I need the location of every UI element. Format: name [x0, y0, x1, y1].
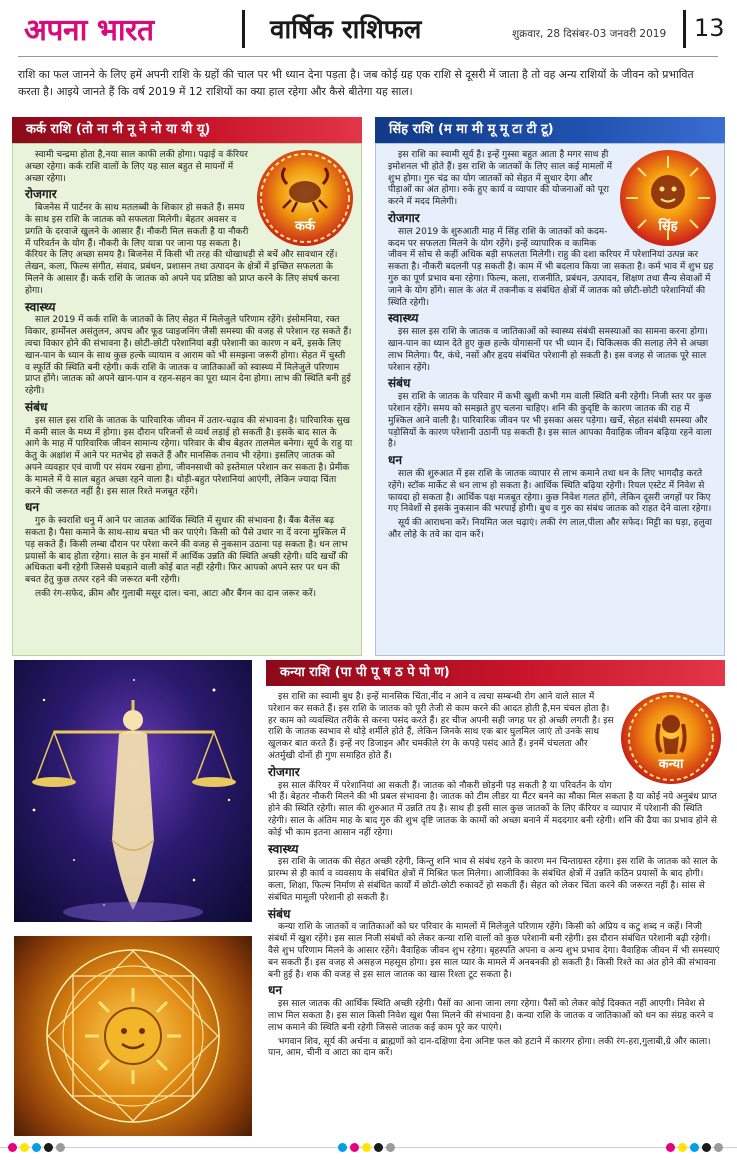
- virgo-career-title: रोजगार: [268, 764, 300, 779]
- intro-paragraph: राशि का फल जानने के लिए हमें अपनी राशि के ग्रहों की चाल पर भी ध्यान देना पड़ता है। जब कोई ग्रह एक राशि से दूसरी में जाता है तो वह अन्य राशियों के जीवन को प्रभावित करता है। आइये जानते हैं कि वर्ष 2019 में 12 राशियों का क्या हाल रहेगा और कैसे बीतेगा यह साल।: [18, 68, 694, 98]
- cancer-section: [12, 117, 362, 656]
- cancer-heading: कर्क राशि (तो ना नी नू ने नो या यी यू): [12, 117, 362, 143]
- leo-sign-label: सिंह: [658, 219, 678, 234]
- cancer-health-text: साल 2019 में कर्क राशि के जातकों के लिए सेहत में मिलेजुले परिणाम रहेंगे। इंसोमनिया, रक्त विकार, हार्मोनल असंतुलन, अपच और फूड प्वाइजनिंग जैसी समस्या की वजह से परेशान रह सकते हैं। त्वचा विकार होने की संभावना है। छोटी-छोटी परेशानियां बड़ी परेशानी का कारण न बनें, इसके लिए खान-पान के ध्यान के साथ कुछ हल्के व्यायाम व आराम को भी समझना जरूरी होगा। सेहत में चुस्ती व स्फूर्ति की स्थिति बनी रहेगी। कर्क राशि के जातक व जातिकाओं को स्वास्थ्य में मिलेजुले परिणाम प्राप्त होंगे। जातक को अपने खान-पान व रहन-सहन का पूरा ध्यान देना होगा। लाभ की स्थिति बनी हुई रहेगी।: [25, 315, 352, 397]
- cancer-money-text: गुरु के स्वराशि धनु में आने पर जातक आर्थिक स्थिति में सुधार की संभावना है। बैंक बैलेंस बढ़ सकता है। पैसा कमाने के साथ-साथ बचत भी कर पाएंगे। किसी को पैसे उधार ना दें वरना मुश्किल में पड़ सकते हैं। किसी लम्बा दौरान पर परेशा करने की वजह से नुकसान उठाना पड़ सकता है। धन लाभ प्रयासों के बाद होता रहेगा। साल के इन मासों में आर्थिक उन्नति की स्थिति अच्छी रहेगी। यदि खर्चों की अधिकता बनी रहेगी जिससे घबड़ाने वाली कोई बात नहीं रहेगी। फिर आपको अपने स्तर पर धन की बचत हेतु कुछ तत्पर रहने की जरूरत बनी रहेगी।: [25, 516, 348, 586]
- cancer-relation-text: इस साल इस राशि के जातक के पारिवारिक जीवन में उतार-चढ़ाव की संभावना है। पारिवारिक सुख में कमी साल के मध्य में होगा। इस दौरान परिजनों से व्यर्थ लड़ाई हो सकती है। इसके बाद साल के आगे के माह में पारिवारिक जीवन सामान्य रहेगा। परिवार के बीच बेहतर तालमेल बनेगा। सूर्य के राहु या केतु के अक्षांश में आने पर मतभेद हो सकते हैं और मानसिक तनाव भी रहेगा। इसलिए जातक को अपने व्यवहार एवं वाणी पर संयम रखना होगा, जीवनसाथी को इस्तेमाल परेशान कर सकता है। प्रेमीक के मामले में ये साल बहुत अच्छा रहने वाला है। थोड़ी-बहुत परेशानियां आएंगी, लेकिन ज्यादा चिंता करने की जरूरत नहीं है। इस साल रिश्ते मजबूत रहेंगे।: [25, 415, 353, 497]
- virgo-intro-text: इस राशि का स्वामी बुध है। इन्हें मानसिक चिंता,नींद न आने व त्वचा सम्बन्धी रोग आने वाले साल में परेशान कर सकते हैं। इस राशि के जातक को पूरी तेजी से काम करने की आदत होती है,मन चंचल होता है। हर काम को व्यवस्थित तरीके से करना पसंद करते हैं। हर चीज अपनी सही जगह पर हो अच्छी लगती है। इस राशि के जातक स्वभाव से थोड़े शर्मीले होते हैं, लेकिन जिनके साथ एक बार घुलमिल जाएं तो उनके साथ खुलकर बात करते हैं। इन्हें नए डिजाइन और चमकीले रंग के कपड़े पसंद आते हैं। इनमें चंचलता और अंतर्मुखी दोनों ही गुण समाहित होते हैं।: [268, 692, 614, 761]
- cancer-relation-title: संबंध: [25, 399, 48, 414]
- cancer-lucky-text: लकी रंग-सफेद, क्रीम और गुलाबी मसूर दाल। चना, आटा और बैंगन का दान जरूर करें।: [35, 588, 317, 599]
- virgo-lucky-text: भगवान शिव, सूर्य की अर्चना व ब्राह्मणों को दान-दक्षिणा देना अनिष्ट फल को हटाने में कारगर होगा। लकी रंग-हरा,गुलाबी,ग्रे और काला। पान, आम, चीनी व आटा का दान करें।: [268, 1036, 711, 1059]
- issue-date: शुक्रवार, 28 दिसंबर-03 जनवरी 2019: [512, 28, 667, 40]
- page-number: 13: [694, 14, 725, 42]
- leo-money-title: धन: [388, 453, 403, 468]
- cancer-sign-label: कर्क: [295, 219, 315, 234]
- virgo-career-text: इस साल कॅरियर में परेशानियां आ सकती हैं। जातक को नौकरी छोड़नी पड़ सकती है या परिवर्तन के योग भी हैं। बेहतर नौकरी मिलने की भी प्रबल संभावना है। जातक को टीम लीडर या मैंटर बनने का मौका मिल सकता है या कोई नये अनुबंध प्राप्त होने की स्थिति रहेगी। साल की शुरुआत में उन्नति तय है। साथ ही इसी साल कुछ जातकों के लिए कॅरियर व व्यापार में परेशानी की स्थिति रहेगी। साल के अंतिम माह के बाद गुरु की शुभ दृष्टि जातक के कामों को अच्छा बनाने में मददगार बनी रहेगी। शनि की ढैया का प्रभाव होने से कोई भी काम इतना आसान नहीं रहेगा।: [268, 780, 717, 838]
- virgo-health-text: इस राशि के जातक की सेहत अच्छी रहेगी, किन्तु शनि भाव से संबंध रहने के कारण मन चिन्ताग्रस्त रहेगा। इस राशि के जातक को साल के प्रारम्भ से ही कार्य व व्यवसाय के संबंधित क्षेत्रों में मिश्रित फल मिलेगा। आजीविका के संबंधित क्षेत्रों में उन्नति कठिन प्रयासों के बाद होगी। कला, शिक्षा, फिल्म निर्माण से संबंधित कार्यों में छोटी-छोटी रुकावटें हो सकती हैं। सेहत को लेकर चिंता करने की जरूरत नहीं है। सांस से संबंधित मामूली परेशानी हो सकती है।: [268, 857, 718, 903]
- virgo-health-title: स्वास्थ्य: [268, 841, 299, 856]
- cancer-body: [12, 143, 362, 656]
- cancer-health-title: स्वास्थ्य: [25, 299, 56, 314]
- leo-career-text: साल 2019 के शुरुआती माह में सिंह राशि के जातकों को कदम-कदम पर सफलता मिलने के योग रहेंगे। इन्हें व्यापारिक व कामिक जीवन में सोच से कहीं अधिक बड़ी सफलता मिलेगी। राहु की दशा करियर में परेशानियां उत्पन्न कर सकता है। नौकरी बदलनी पड़ सकती है। काम में भी बदलाव किया जा सकता है। कर्म भाव में शुभ ग्रह गुरु का पूर्ण प्रभाव बना रहेगा। फिल्म, कला, राजनीति, प्रबंधन, उत्पादन, शिक्षण तथा सैन्य सेवाओं में जाने के योग होंगे। साल के अंत में तकनीक व संबंधित क्षेत्रों में जातक को छोटी-छोटी परेशानियों की स्थिति रहेगी।: [388, 226, 714, 308]
- page-header: [0, 0, 737, 60]
- header-rule: [18, 56, 718, 57]
- leo-lucky-text: सूर्य की आराधना करें। नियमित जल चढ़ाएं। लकी रंग लाल,पीला और सफेद। मिट्टी का घड़ा, हलुवा और लोहे के तवे का दान करें।: [388, 518, 712, 540]
- leo-career-title: रोजगार: [388, 210, 420, 225]
- leo-section: [375, 117, 725, 656]
- cancer-intro-text: स्वामी चन्द्रमा होता है,नया साल काफी लकी होगा। पढ़ाई व कॅरियर अच्छा रहेगा। कर्क राशि वालों के लिए यह साल बहुत से मायनों में अच्छा रहेगा।: [25, 150, 248, 184]
- virgo-sign-label: कन्या: [658, 757, 684, 772]
- virgo-zodiac-icon: [621, 692, 721, 784]
- virgo-relation-text: कन्या राशि के जातकों व जातिकाओं को घर परिवार के मामलों में मिलेजुले परिणाम रहेंगे। किसी को अप्रिय व कटु शब्द न कहें। निजी संबंधों में खुश रहेंगे। इस साल निजी संबंधों को लेकर कन्या राशि वालों को कुछ परेशानी बनी रहेगी। इस दौरान संबंधित परेशानी बढ़ी रहेगी। वैसे शुभ परिणाम मिलने के आसार रहेंगे। वैवाहिक जीवन शुभ रहेगा। बृहस्पति अपना व अन्य शुभ प्रभाव देगा। वैवाहिक जीवन में भी समस्याएं बन सकती हैं। इस वजह से असहज महसूस होगा। इस साल प्यार के मामले में अनबनकी हो सकती है। किसी रिश्ते का अंत होने की संभावना बनी हुई है। शक की वजह से इस साल जातक का खास रिश्ता टूट सकता है।: [268, 922, 720, 980]
- cancer-money-title: धन: [25, 500, 40, 515]
- leo-health-text: इस साल इस राशि के जातक व जातिकाओं को स्वास्थ्य संबंधी समस्याओं का सामना करना होगा। खान-पान का ध्यान देते हुए कुछ हल्के योगासनों पर भी ध्यान दें। चिकित्सक की सलाह लेने से अच्छा लाभ मिलेगा। पैर, कंधे, नसों और हृदय संबंधित परेशानी हो सकती है। इस वजह से जातक पूरे साल परेशान रहेंगे।: [388, 327, 709, 373]
- leo-intro-text: इस राशि का स्वामी सूर्य है। इन्हें गुस्सा बहुत आता है मगर साथ ही इमोशनल भी होते हैं। इस राशि के जातकों के लिए साल कई मामलों में शुभ होगा। गुरु चंद्र का योग जातकों को सेहत में सुधार देगा और पीड़ाओं का अंत होगा। रुके हुए कार्य व व्यापार की योजनाओं को पूरा करने में मदद मिलेगी।: [388, 150, 612, 208]
- leo-body: [375, 143, 725, 656]
- newspaper-logo: अपना भारत: [24, 13, 154, 48]
- leo-zodiac-icon: [620, 150, 716, 246]
- leo-money-text: साल की शुरुआत में इस राशि के जातक व्यापार से लाभ कमाने तथा धन के लिए भागदौड़ करते रहेंगे। स्टॉक मार्केट से धन लाभ हो सकता है। आर्थिक स्थिति बढ़िया रहेगी। रियल एस्टेट में निवेश से फायदा हो सकता है। आर्थिक पक्ष मजबूत रहेगा। कुछ निवेश गलत होंगे, लेकिन दूसरी जगहों पर किए गए निवेशों से इसके नुकसान की भरपाई होगी। बुध व गुरु का संबंध जातक को राहत देने वाला रहेगा।: [388, 468, 712, 515]
- leo-heading: सिंह राशि (म मा मी मू मू टा टी टू): [375, 117, 725, 143]
- header-divider: [242, 10, 245, 48]
- virgo-relation-title: संबंध: [268, 906, 291, 921]
- header-divider: [683, 10, 686, 48]
- libra-scales-goddess-image: [14, 660, 252, 922]
- cancer-career-title: रोजगार: [25, 187, 57, 202]
- cancer-zodiac-icon: [257, 150, 353, 246]
- page-title: वार्षिक राशिफल: [270, 15, 422, 45]
- virgo-heading: कन्या राशि (पा पी पू ष ठ पे पो ण): [266, 660, 725, 686]
- virgo-money-title: धन: [268, 983, 283, 998]
- virgo-money-text: इस साल जातक की आर्थिक स्थिति अच्छी रहेगी। पैसों का आना जाना लगा रहेगा। पैसों को लेकर कोई दिक्कत नहीं आएगी। निवेश से लाभ मिल सकता है। इस साल किसी निवेश खुश पैसा मिलने की संभावना है। कन्या राशि के जातक व जातिकाओं को धन का संग्रह करने व लाभ कमाने की स्थिति बनी रहेगी जिससे जातक कई काम पूरे कर पाएंगे।: [268, 999, 714, 1033]
- virgo-body: [266, 686, 725, 1134]
- leo-relation-text: इस राशि के जातक के परिवार में कभी खुशी कभी गम वाली स्थिति बनी रहेगी। निजी स्तर पर कुछ परेशान रहेंगे। समय को समझते हुए चलना चाहिए। शनि की कुदृष्टि के कारण जातक की राह में मुश्किल आने वाली है। पारिवारिक जीवन पर भी इसका असर पड़ेगा। खर्चे, सेहत संबंधी समस्या और पड़ोसियों के कारण परेशानी उठानी पड़ सकती है। इस साल आपका वैवाहिक जीवन बढ़िया रहने वाला है।: [388, 392, 712, 450]
- virgo-section: [266, 660, 725, 1134]
- sun-zodiac-wheel-image: [14, 936, 252, 1136]
- leo-relation-title: संबंध: [388, 376, 411, 391]
- cancer-career-text: बिजनेस में पार्टनर के साथ मतलब्बी के शिकार हो सकते हैं। समय के साथ इस राशि के जातक को सफलता मिलेगी। बेहतर अवसर व प्रगति के दरवाजे खुलने के आसार हैं। नौकरी मिल सकती है या नौकरी में परिवर्तन के योग हैं। नौकरी के लिए यात्रा पर जाना पड़ सकता है। कॅरियर के लिए अच्छा समय है। बिजनेस में किसी भी तरह की धोखाधड़ी से बचें और सावधान रहें। लेखन, कला, फिल्म संगीत, संवाद, प्रबंधन, प्रशासन तथा उत्पादन के क्षेत्रों में इच्छित सफलता के मिलने के आसार हैं। कर्क राशि के जातक को अपने पद प्रतिष्ठा को प्राप्त करने के लिए संघर्ष करना होगा।: [25, 203, 340, 296]
- leo-health-title: स्वास्थ्य: [388, 311, 419, 326]
- print-registration-strip: [0, 1138, 737, 1158]
